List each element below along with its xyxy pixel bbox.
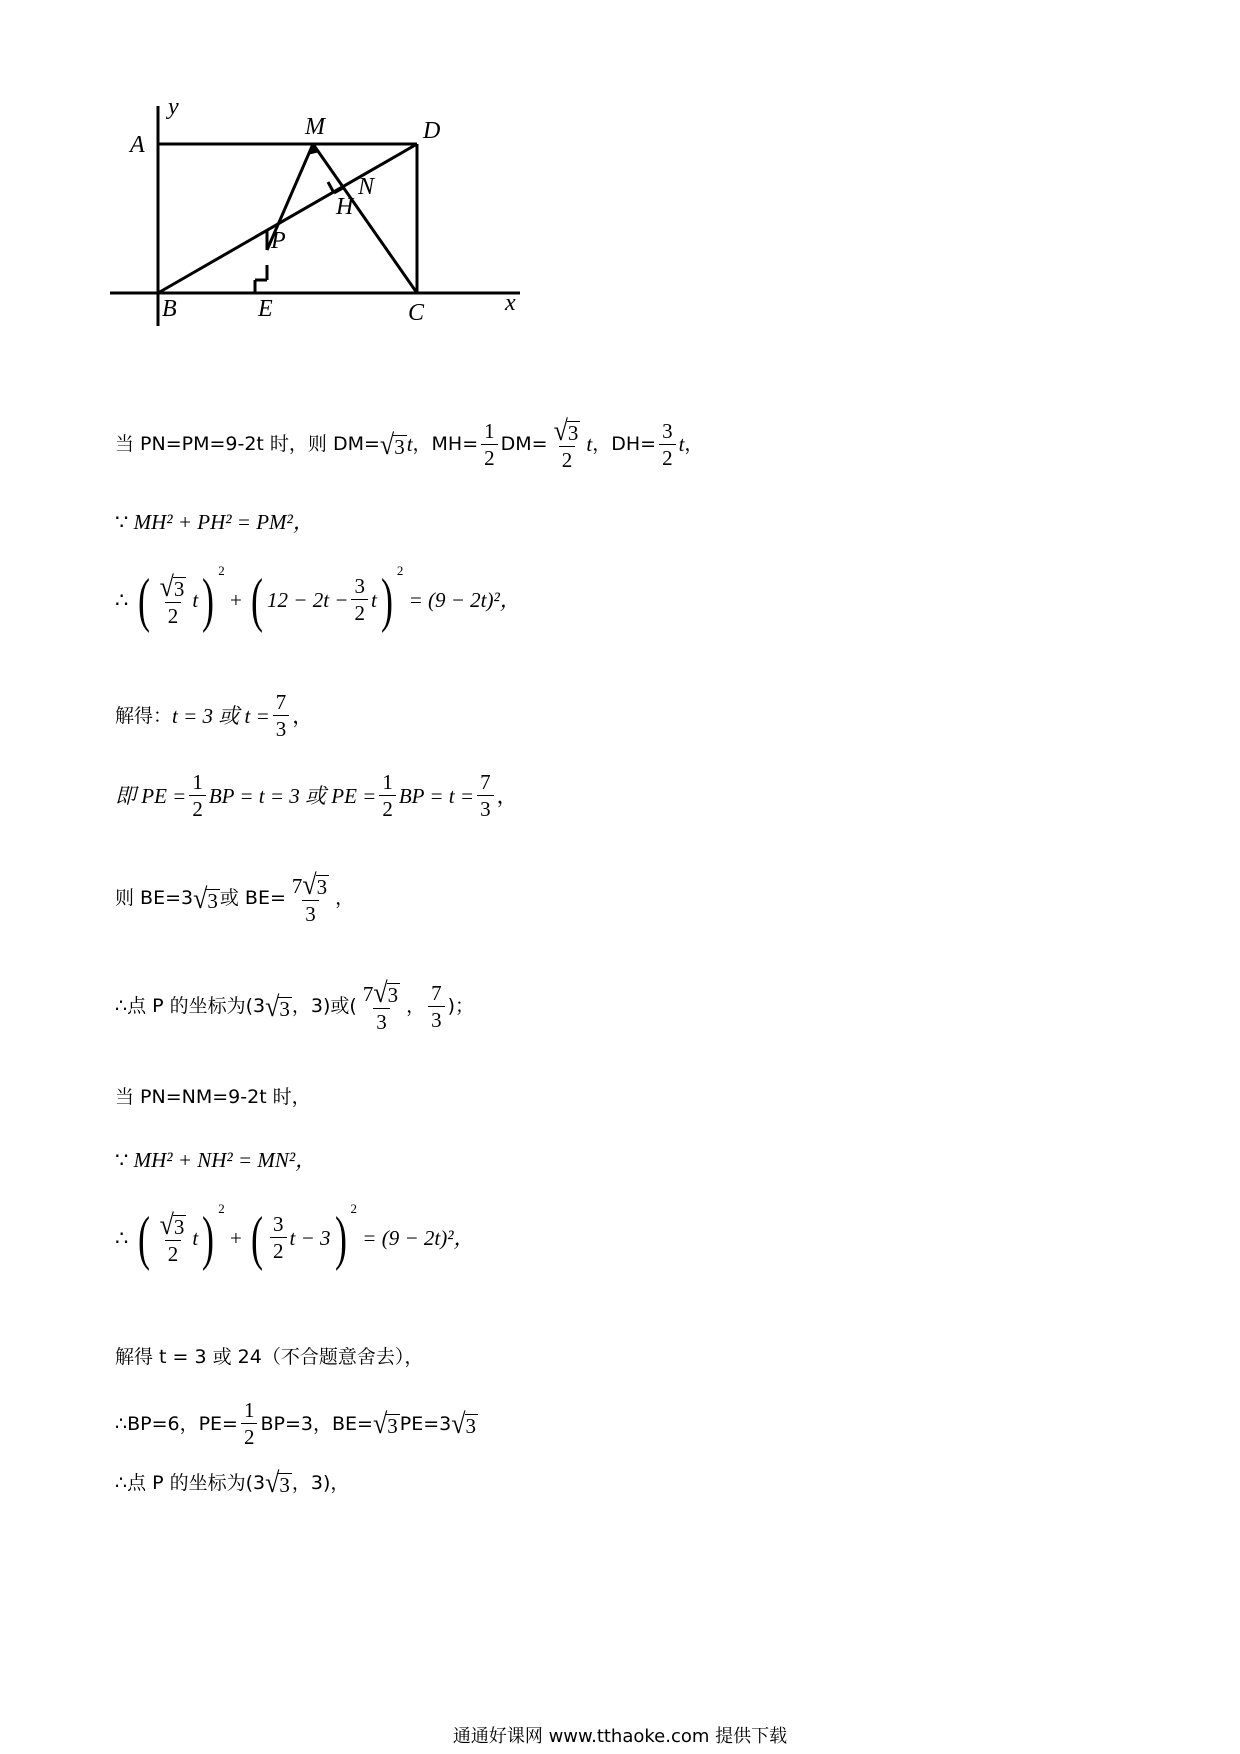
label-B: B [162, 296, 177, 322]
line-6: 则 BE=3 √ 3 或 BE= 7 √ 3 3 ， [115, 868, 355, 926]
label-E: E [258, 296, 273, 322]
line-13: ∴点 P 的坐标为(3 √ 3 ，3)， [115, 1466, 350, 1499]
label-P: P [271, 228, 286, 254]
line-3: ∴ ( √ 3 2 t ) 2 + ( 12 − 2t − $\frac{3}{2}$ t ) 2 = (9 − 2t)²， [115, 563, 521, 633]
line-8: 当 PN=NM=9-2t 时， [115, 1086, 311, 1108]
label-N: N [358, 174, 375, 200]
line-4: 解得： t = 3 或 t = $\frac{7}{3}$ ， [115, 690, 314, 741]
line-10: ∴ ( √ 3 2 t ) 2 + ( $\frac{3}{2}$ t − 3 ) 2 = (9 − 2t)²， [115, 1201, 475, 1271]
label-x: x [505, 290, 516, 316]
label-C: C [408, 300, 425, 326]
line-11: 解得 t = 3 或 24（不合题意舍去）， [115, 1346, 424, 1368]
line-2: ∵ MH² + PH² = PM²， [115, 510, 314, 534]
label-D: D [423, 118, 441, 144]
line-5: 即 PE = $\frac{1}{2}$ BP = t = 3 或 PE = $\frac{1}{2}$ BP = t = $\frac{7}{3}$ ， [115, 770, 518, 821]
segment-MC [313, 144, 417, 293]
label-H: H [336, 194, 354, 220]
line-9: ∵ MH² + NH² = MN²， [115, 1148, 317, 1172]
line-1: 当 PN=PM=9-2t 时，则 DM= √ 3 t ，MH= $\frac{1}{2}$ DM= √ 3 2 t ，DH= $\frac{3}{2}$ t ， [115, 414, 704, 472]
label-M: M [305, 114, 325, 140]
geometry-figure [110, 100, 590, 370]
line-12: ∴BP=6，PE= $\frac{1}{2}$ BP=3，BE= √ 3 PE=3 √ 3 [115, 1398, 476, 1449]
label-y: y [168, 100, 179, 120]
line-7: ∴点 P 的坐标为(3 √ 3 ，3)或( 7 √ 3 3 ， $\frac{7}{3}$ )； [115, 976, 475, 1034]
diagonal-BD [158, 144, 417, 293]
label-A: A [130, 132, 145, 158]
footer: 通通好课网 www.tthaoke.com 提供下载 [452, 1726, 788, 1747]
